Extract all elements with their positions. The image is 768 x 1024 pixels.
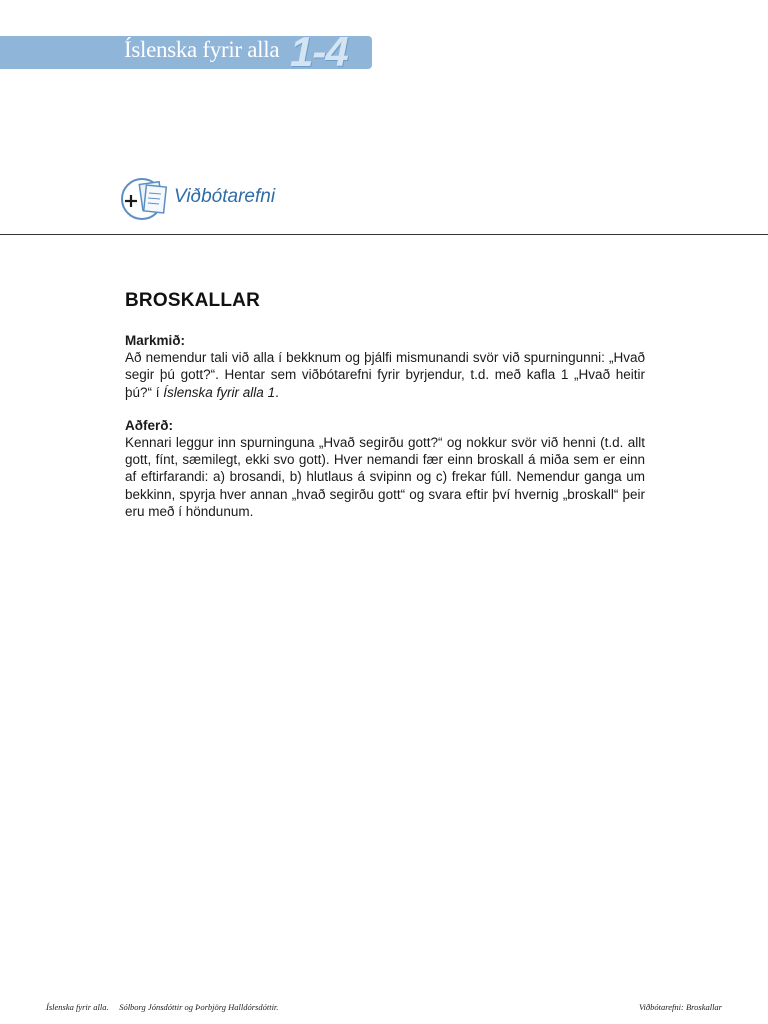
goal-text — [125, 349, 645, 401]
method-title: Aðferð: — [125, 417, 173, 433]
main-content — [125, 290, 645, 520]
book-volume-number: 1-4 — [290, 28, 348, 75]
footer-section: Viðbótarefni: Broskallar — [638, 1002, 722, 1012]
section-tag-label: Viðbótarefni — [174, 186, 276, 207]
method-text: Kennari leggur inn spurninguna „Hvað segirðu gott?“ og nokkur svör við henni (t.d. allt gott, fínt, sæmilegt, ekki svo gott). Hver nemandi fær einn broskall á miða sem er einn af eftirfarandi: a) brosandi, b) hlutlaus á svipinn og c) frekar fúll. Nemendur ganga um bekkinn, spyrja hver annan „hvað segirðu gott“ og svara eftir því hvernig „broskall“ þeir eru með í höndunum. — [125, 434, 645, 520]
book-title: Íslenska fyrir alla — [124, 37, 280, 62]
plus-document-icon — [119, 176, 169, 222]
page-heading: BROSKALLAR — [125, 290, 260, 311]
goal-text-start: Að nemendur tali við alla í bekknum og þjálfi mismunandi svör við spurningunni: „Hvað segir þú gott?“. Hentar sem viðbótarefni fyrir byrjendur, t.d. með kafla 1 „Hvað heitir þú?“ í — [125, 350, 645, 400]
goal-text-end: . — [275, 384, 279, 400]
goal-title: Markmið: — [125, 333, 186, 348]
goal-book-reference: Íslenska fyrir alla 1 — [163, 384, 276, 400]
header-divider — [0, 234, 768, 235]
footer-credits: Íslenska fyrir alla. Sólborg Jónsdóttir og Þorbjörg Halldórsdóttir. — [46, 1002, 279, 1012]
